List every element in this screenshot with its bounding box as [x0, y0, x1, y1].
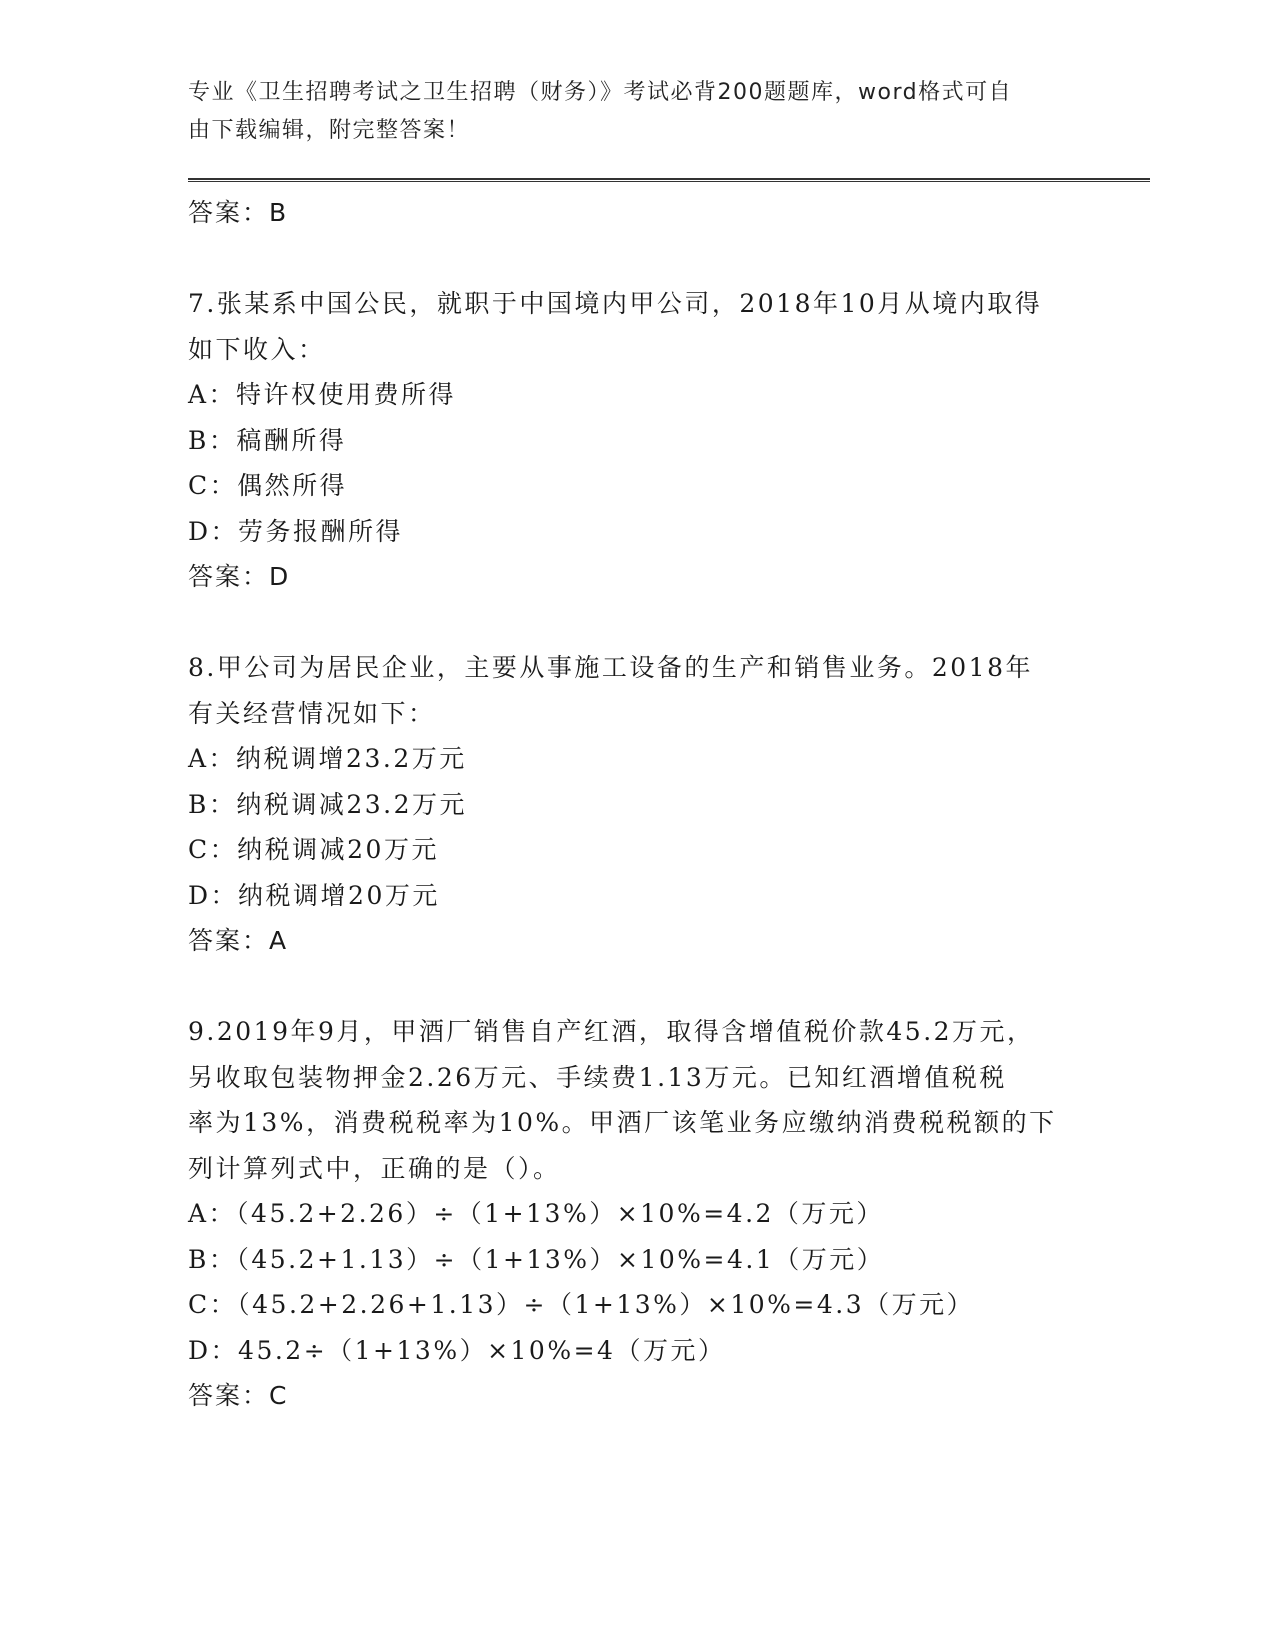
option-d: D：45.2÷（1+13%）×10%=4（万元）	[188, 1335, 726, 1365]
question-stem-line: 如下收入：	[188, 334, 326, 364]
option-d: D：劳务报酬所得	[188, 516, 404, 546]
spacer	[188, 964, 1088, 1010]
question-stem-line: 另收取包装物押金2.26万元、手续费1.13万元。已知红酒增值税税	[188, 1062, 1007, 1092]
question-stem-line: 列计算列式中，正确的是（）。	[188, 1153, 561, 1183]
option-a: A：（45.2+2.26）÷（1+13%）×10%=4.2（万元）	[188, 1199, 884, 1228]
answer: 答案：C	[188, 1381, 289, 1410]
question-stem-line: 率为13%，消费税税率为10%。甲酒厂该笔业务应缴纳消费税税额的下	[188, 1108, 1057, 1137]
spacer	[188, 236, 1088, 282]
answer: 答案：A	[188, 926, 289, 955]
document-header	[188, 74, 1068, 150]
option-b: B：稿酬所得	[188, 425, 347, 455]
option-a: A：纳税调增23.2万元	[188, 744, 467, 773]
question-8	[188, 645, 1088, 964]
header-line-2: 由下载编辑，附完整答案！	[188, 118, 471, 143]
previous-answer: 答案：B	[188, 198, 289, 227]
option-c: C：（45.2+2.26+1.13）÷（1+13%）×10%=4.3（万元）	[188, 1290, 975, 1319]
option-d: D：纳税调增20万元	[188, 880, 440, 910]
question-stem-line: 有关经营情况如下：	[188, 698, 436, 728]
answer: 答案：D	[188, 562, 291, 591]
option-c: C：偶然所得	[188, 471, 348, 500]
header-divider	[188, 178, 1150, 182]
document-body	[188, 190, 1088, 1419]
spacer	[188, 600, 1088, 646]
option-a: A：特许权使用费所得	[188, 380, 457, 409]
question-stem-line: 7.张某系中国公民，就职于中国境内甲公司，2018年10月从境内取得	[188, 289, 1043, 318]
option-c: C：纳税调减20万元	[188, 835, 439, 864]
option-b: B：纳税调减23.2万元	[188, 789, 468, 819]
question-stem-line: 9.2019年9月，甲酒厂销售自产红酒，取得含增值税价款45.2万元，	[188, 1017, 1035, 1046]
question-stem-line: 8.甲公司为居民企业，主要从事施工设备的生产和销售业务。2018年	[188, 653, 1033, 682]
option-b: B：（45.2+1.13）÷（1+13%）×10%=4.1（万元）	[188, 1244, 885, 1274]
header-line-1: 专业《卫生招聘考试之卫生招聘（财务）》考试必背200题题库，word格式可自	[188, 80, 1013, 105]
question-9	[188, 1009, 1088, 1419]
question-7	[188, 281, 1088, 600]
